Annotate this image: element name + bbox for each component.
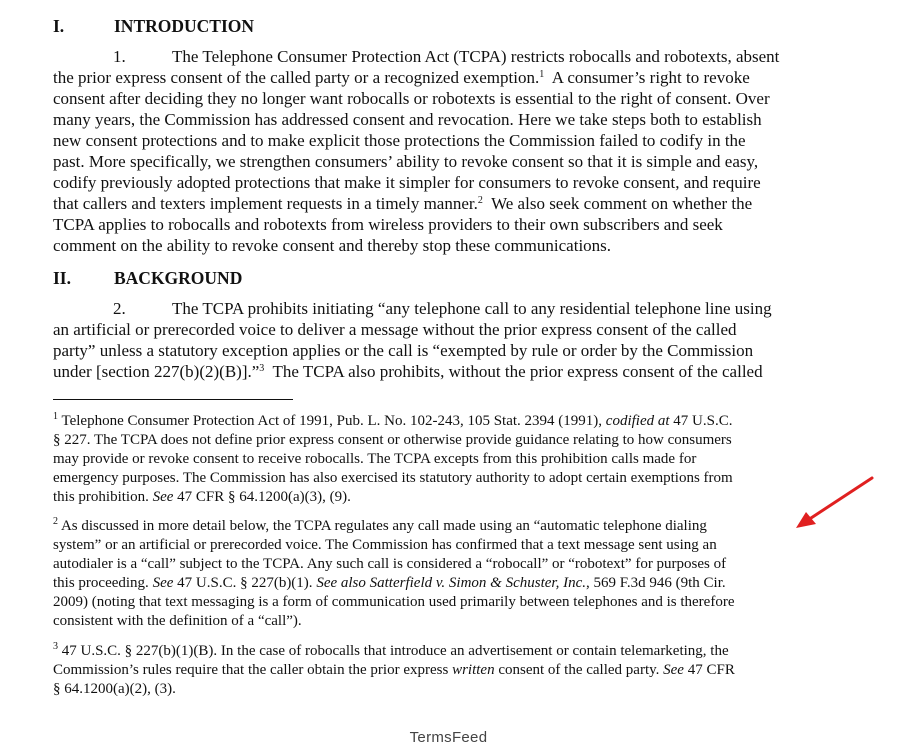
footnote-mark-1: 1: [53, 411, 58, 422]
section-number: I.: [53, 16, 65, 36]
footnote-3-line-2: Commission’s rules require that the caller obtain the prior express written consent of the called party. See 47 CFR: [53, 662, 735, 678]
paragraph-2-line-2: an artificial or prerecorded voice to deliver a message without the prior express consent of the called: [53, 320, 737, 339]
paragraph-1-line-10: comment on the ability to revoke consent and thereby stop these communications.: [53, 236, 612, 255]
footnote-ref-3[interactable]: 3: [259, 363, 265, 374]
red-arrow-icon: [790, 472, 880, 534]
footnote-3-line-1: $^3$ 47 U.S.C. § 227(b)(1)(B). In the case of robocalls that introduce an advertisement or contain telemarketing, the: [53, 641, 729, 659]
paragraph-1-line-9: TCPA applies to robocalls and robotexts from wireless providers to their own subscribers and seek: [53, 215, 723, 234]
watermark: TermsFeed: [409, 729, 488, 746]
paragraph-1-line-4: many years, the Commission has addressed consent and revocation. Here we take steps both to establish: [53, 110, 762, 129]
paragraph-number: 1.: [113, 47, 126, 66]
paragraph-1-line-7: codify previously adopted protections that make it simpler for consumers to revoke consent, and require: [53, 173, 761, 192]
footnote-mark-2: 2: [53, 516, 58, 527]
footnote-2-line-5: 2009) (noting that text messaging is a form of communication used primarily between telephones and is therefore: [53, 594, 735, 610]
footnote-2-line-2: system” or an artificial or prerecorded voice. The Commission has confirmed that a text message sent using an: [53, 537, 717, 553]
section-heading-introduction: [53, 16, 254, 36]
section-title: BACKGROUND: [114, 268, 243, 288]
footnote-2-line-3: autodialer is a “call” subject to the TCPA. Any such call is considered a “robocall” or “robotext” for purposes of: [53, 556, 727, 572]
paragraph-2-line-1: 2. The TCPA prohibits initiating “any telephone call to any residential telephone line using: [113, 299, 772, 318]
paragraph-1-line-6: past. More specifically, we strengthen consumers’ ability to revoke consent so that it is simple and easy,: [53, 152, 759, 171]
paragraph-2-line-3: party” unless a statutory exception applies or the call is “exempted by rule or order by the Commission: [53, 341, 754, 360]
footnote-2-line-4: this proceeding. See 47 U.S.C. § 227(b)(1). See also Satterfield v. Simon & Schuster, Inc., 569 F.3d 946 (9th Cir.: [53, 575, 726, 591]
arrow-head: [796, 512, 816, 528]
footnote-2-line-6: consistent with the definition of a “call”).: [53, 613, 302, 629]
footnote-1-line-3: may provide or revoke consent to receive robocalls. The TCPA excepts from this prohibition calls made for: [53, 451, 697, 467]
paragraph-1-line-3: consent after deciding they no longer want robocalls or robotexts is essential to the right of consent. Over: [53, 89, 770, 108]
section-heading-background: [53, 268, 242, 288]
paragraph-2-line-4: under [section 227(b)(2)(B)].”$^3$ The TCPA also prohibits, without the prior express consent of the called: [53, 362, 763, 381]
footnote-1-line-2: § 227. The TCPA does not define prior express consent or otherwise provide guidance relating to how consumers: [53, 432, 732, 448]
section-number: II.: [53, 268, 71, 288]
paragraph-number: 2.: [113, 299, 126, 318]
arrow-shaft: [808, 478, 872, 520]
paragraph-1-line-2: the prior express consent of the called party or a recognized exemption.$^1$ A consumer’s right to revoke: [53, 68, 750, 87]
footnote-1-line-1: $^1$ Telephone Consumer Protection Act of 1991, Pub. L. No. 102-243, 105 Stat. 2394 (1991), codified at 47 U.S.C.: [53, 411, 733, 429]
footnote-3-line-3: § 64.1200(a)(2), (3).: [53, 681, 176, 697]
paragraph-1-line-1: 1. The Telephone Consumer Protection Act (TCPA) restricts robocalls and robotexts, absent: [113, 47, 780, 66]
footnote-ref-2[interactable]: 2: [477, 195, 483, 206]
footnote-separator: [53, 399, 293, 400]
footnote-1-line-4: emergency purposes. The Commission has also exercised its statutory authority to adopt certain exemptions from: [53, 470, 733, 486]
section-title: INTRODUCTION: [114, 16, 255, 36]
footnote-2-line-1: $^2$ As discussed in more detail below, the TCPA regulates any call made using an “automatic telephone dialing: [53, 516, 707, 534]
footnote-mark-3: 3: [53, 641, 58, 652]
paragraph-1-line-8: that callers and texters implement requests in a timely manner.$^2$ We also seek comment on whether the: [53, 194, 753, 213]
footnote-ref-1[interactable]: 1: [539, 69, 545, 80]
footnote-1-line-5: this prohibition. See 47 CFR § 64.1200(a)(3), (9).: [53, 489, 351, 505]
paragraph-1-line-5: new consent protections and to make explicit those protections the Commission failed to codify in the: [53, 131, 746, 150]
